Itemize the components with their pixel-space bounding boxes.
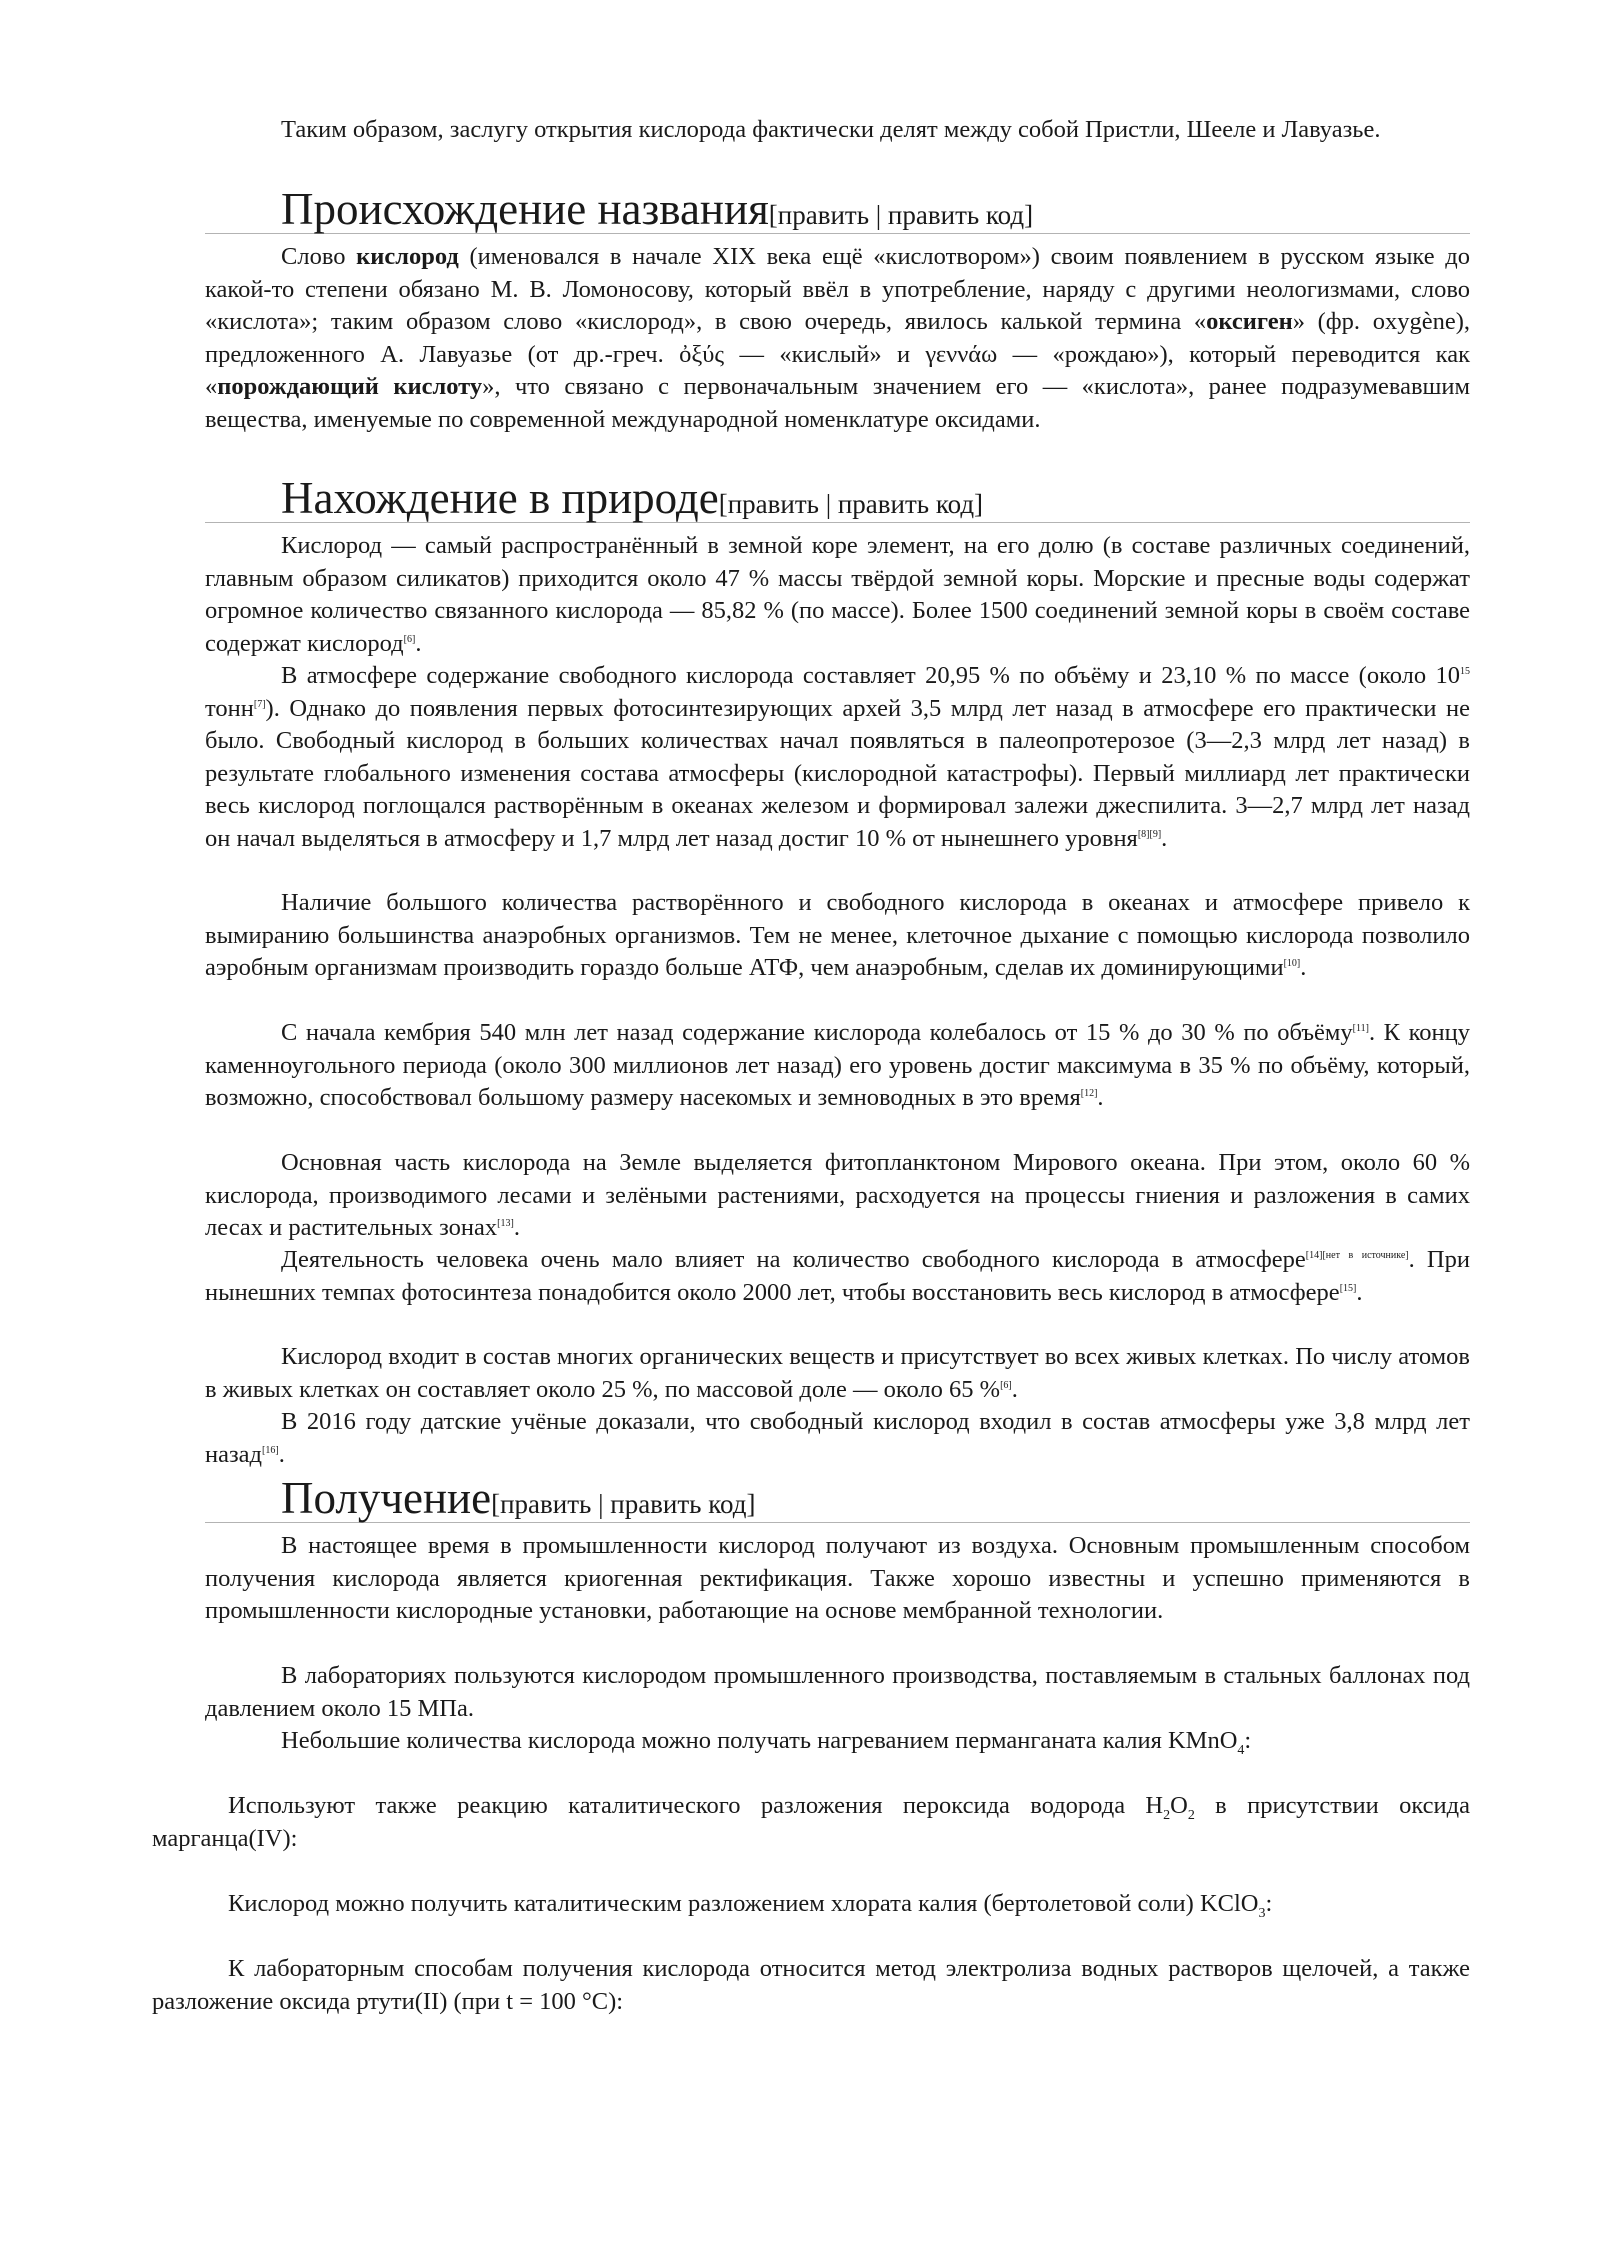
footnote-ref[interactable]: [7] xyxy=(253,698,266,710)
footnote-ref[interactable]: [15] xyxy=(1339,1282,1357,1294)
section-title: Получение xyxy=(281,1473,492,1523)
footnote-ref[interactable]: [16] xyxy=(262,1444,279,1456)
obtain-paragraph-2: В лабораториях пользуются кислородом промышленного производства, поставляемым в стальных баллонах под давлением около 15 МПа. xyxy=(205,1662,1470,1722)
footnote-ref[interactable]: [12] xyxy=(1080,1087,1098,1099)
footnote-ref[interactable]: [8][9] xyxy=(1137,828,1162,840)
term-oksigen: оксиген xyxy=(1206,308,1293,335)
power-exponent: 15 xyxy=(1460,665,1470,677)
obtain-paragraph-5: Кислород можно получить каталитическим разложением хлората калия (бертолетовой соли) KClO$_3$: xyxy=(228,1890,1273,1921)
footnote-ref[interactable]: [10] xyxy=(1283,957,1301,969)
footnote-ref[interactable]: [11] xyxy=(1352,1022,1369,1034)
chem-subscript: 2 xyxy=(1187,1807,1195,1823)
edit-links[interactable]: [править | править код] xyxy=(491,1489,756,1519)
term-kislorod: кислород xyxy=(356,243,459,270)
nature-paragraph-8: В 2016 году датские учёные доказали, что свободный кислород входил в состав атмосферы уже 3,8 млрд лет назад[16]. xyxy=(205,1408,1470,1468)
nature-paragraph-7: Кислород входит в состав многих органических веществ и присутствует во всех живых клетках. По числу атомов в живых клетках он составляет около 25 %, по массовой доле — около 65 %[6]. xyxy=(205,1343,1470,1403)
nature-paragraph-3: Наличие большого количества растворённого и свободного кислорода в океанах и атмосфере привело к вымиранию большинства анаэробных организмов. Тем не менее, клеточное дыхание с помощью кислорода позволило аэробным организмам производить гораздо больше АТФ, чем анаэробным, сделав их доминирующими[10]. xyxy=(205,889,1470,981)
footnote-ref[interactable]: [13] xyxy=(497,1217,514,1229)
footnote-ref[interactable]: [14][нет в источнике] xyxy=(1305,1249,1409,1261)
edit-links[interactable]: [править | править код] xyxy=(768,200,1034,230)
nature-paragraph-5: Основная часть кислорода на Земле выделяется фитопланктоном Мирового океана. При этом, около 60 % кислорода, производимого лесами и зелёными растениями, расходуется на процессы гниения и разложения в самих лесах и растительных зонах[13]. xyxy=(205,1149,1470,1241)
term-porozhdayushchiy: порождающий кислоту xyxy=(217,373,483,400)
section-heading-obtaining xyxy=(205,1474,1470,1523)
name-origin-paragraph: Слово кислород (именовался в начале XIX века ещё «кислотвором») своим появлением в русском языке до какой-то степени обязано М. В. Ломоносову, который ввёл в употребление, наряду с другими неологизмами, слово «кислота»; таким образом слово «кислород», в свою очередь, явилось калькой термина «оксиген» (фр. oxygène), предложенного А. Лавуазье (от др.-греч. ὀξύς — «кислый» и γεννάω — «рождаю»), который переводится как «порождающий кислоту», что связано с первоначальным значением его — «кислота», ранее подразумевавшим вещества, именуемые по современной международной номенклатуре оксидами. xyxy=(205,243,1470,433)
chem-subscript: 2 xyxy=(1163,1807,1171,1823)
chem-subscript: 3 xyxy=(1258,1905,1266,1921)
section-title: Происхождение названия xyxy=(281,184,769,234)
footnote-ref[interactable]: [6] xyxy=(403,633,416,645)
section-title: Нахождение в природе xyxy=(281,473,719,523)
footnote-ref[interactable]: [6] xyxy=(1000,1379,1012,1391)
obtain-paragraph-6: К лабораторным способам получения кислорода относится метод электролиза водных растворов щелочей, а также разложение оксида ртути(II) (при t = 100 °C): xyxy=(152,1955,1470,2015)
nature-paragraph-4: С начала кембрия 540 млн лет назад содержание кислорода колебалось от 15 % до 30 % по объёму[11]. К концу каменноугольного периода (около 300 миллионов лет назад) его уровень достиг максимума в 35 % по объёму, который, возможно, способствовал большому размеру насекомых и земноводных в это время[12]. xyxy=(205,1019,1470,1111)
nature-paragraph-6: Деятельность человека очень мало влияет на количество свободного кислорода в атмосфере[14][нет в источнике]. При нынешних темпах фотосинтеза понадобится около 2000 лет, чтобы восстановить весь кислород в атмосфере[15]. xyxy=(205,1246,1470,1306)
nature-paragraph-2: В атмосфере содержание свободного кислорода составляет 20,95 % по объёму и 23,10 % по массе (около $10^{15}$ тонн[7]). Однако до появления первых фотосинтезирующих архей 3,5 млрд лет назад в атмосфере его практически не было. Свободный кислород в больших количествах начал появляться в палеопротерозое (3—2,3 млрд лет назад) в результате глобального изменения состава атмосферы (кислородной катастрофы). Первый миллиард лет практически весь кислород поглощался растворённым в океанах железом и формировал залежи джеспилита. 3—2,7 млрд лет назад он начал выделяться в атмосферу и 1,7 млрд лет назад достиг 10 % от нынешнего уровня[8][9]. xyxy=(205,662,1470,852)
edit-links[interactable]: [править | править код] xyxy=(718,489,984,519)
nature-paragraph-1: Кислород — самый распространённый в земной коре элемент, на его долю (в составе различных соединений, главным образом силикатов) приходится около 47 % массы твёрдой земной коры. Морские и пресные воды содержат огромное количество связанного кислорода — 85,82 % (по массе). Более 1500 соединений земной коры в своём составе содержат кислород[6]. xyxy=(205,532,1470,657)
obtain-paragraph-1: В настоящее время в промышленности кислород получают из воздуха. Основным промышленным способом получения кислорода является криогенная ректификация. Также хорошо известны и успешно применяются в промышленности кислородные установки, работающие на основе мембранной технологии. xyxy=(205,1532,1470,1624)
intro-paragraph: Таким образом, заслугу открытия кислорода фактически делят между собой Пристли, Шееле и Лавуазье. xyxy=(281,116,1381,143)
obtain-paragraph-3: Небольшие количества кислорода можно получать нагреванием перманганата калия KMnO$_4$: xyxy=(281,1727,1252,1758)
section-heading-name-origin xyxy=(205,185,1470,234)
section-heading-nature xyxy=(205,474,1470,523)
obtain-paragraph-4: Используют также реакцию каталитического разложения пероксида водорода $H_2O_2$ в присутствии оксида марганца(IV): xyxy=(152,1792,1470,1852)
chem-subscript: 4 xyxy=(1237,1742,1245,1758)
